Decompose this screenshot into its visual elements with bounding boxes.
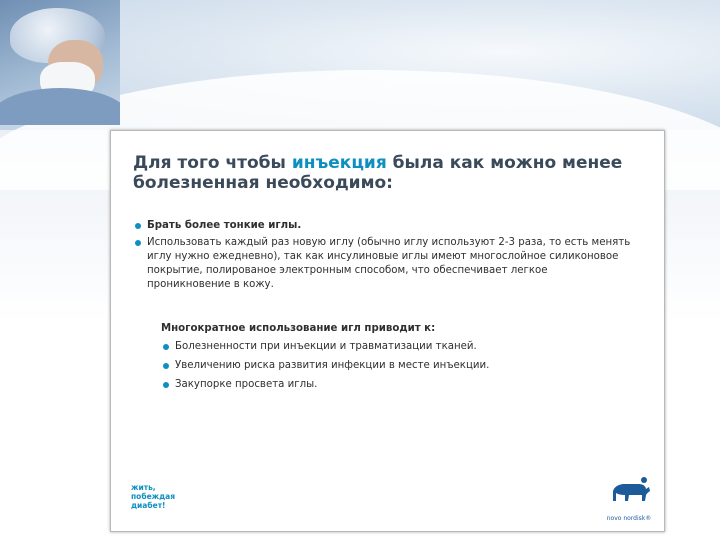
slide-content <box>110 130 665 532</box>
consequences-heading: Многократное использование игл приводит к: <box>161 323 436 334</box>
recommendation-item: Использовать каждый раз новую иглу (обычно иглу используют 2-3 раза, то есть менять иглу нужно ежедневно), так как инсулиновые иглы имеют многослойное силиконовое покрытие, полированое электронным способом, что обеспечивает легкое проникновение в кожу. <box>133 236 633 292</box>
recommendation-list <box>133 219 633 295</box>
title-accent: инъекция <box>291 153 387 173</box>
recommendation-item: Брать более тонкие иглы. <box>133 219 633 233</box>
slogan <box>131 483 211 510</box>
title-part-1: Для того чтобы <box>133 153 292 173</box>
consequence-item: Болезненности при инъекции и травматизации тканей. <box>161 340 631 354</box>
slogan-line: жить, <box>131 483 156 492</box>
company-logo-text: novo nordisk® <box>606 515 652 522</box>
surgical-gown <box>0 88 120 125</box>
title-part-2: была как можно менее болезненная необходимо: <box>133 153 623 193</box>
slogan-line: диабет! <box>131 501 166 510</box>
consequences-list <box>161 340 631 397</box>
slogan-line: побеждая <box>131 492 176 501</box>
slide-title <box>133 153 653 193</box>
consequence-item: Увеличению риска развития инфекции в месте инъекции. <box>161 359 631 373</box>
surgeon-photo <box>0 0 120 125</box>
consequence-item: Закупорке просвета иглы. <box>161 378 631 392</box>
apis-bull-logo-icon <box>599 471 659 513</box>
